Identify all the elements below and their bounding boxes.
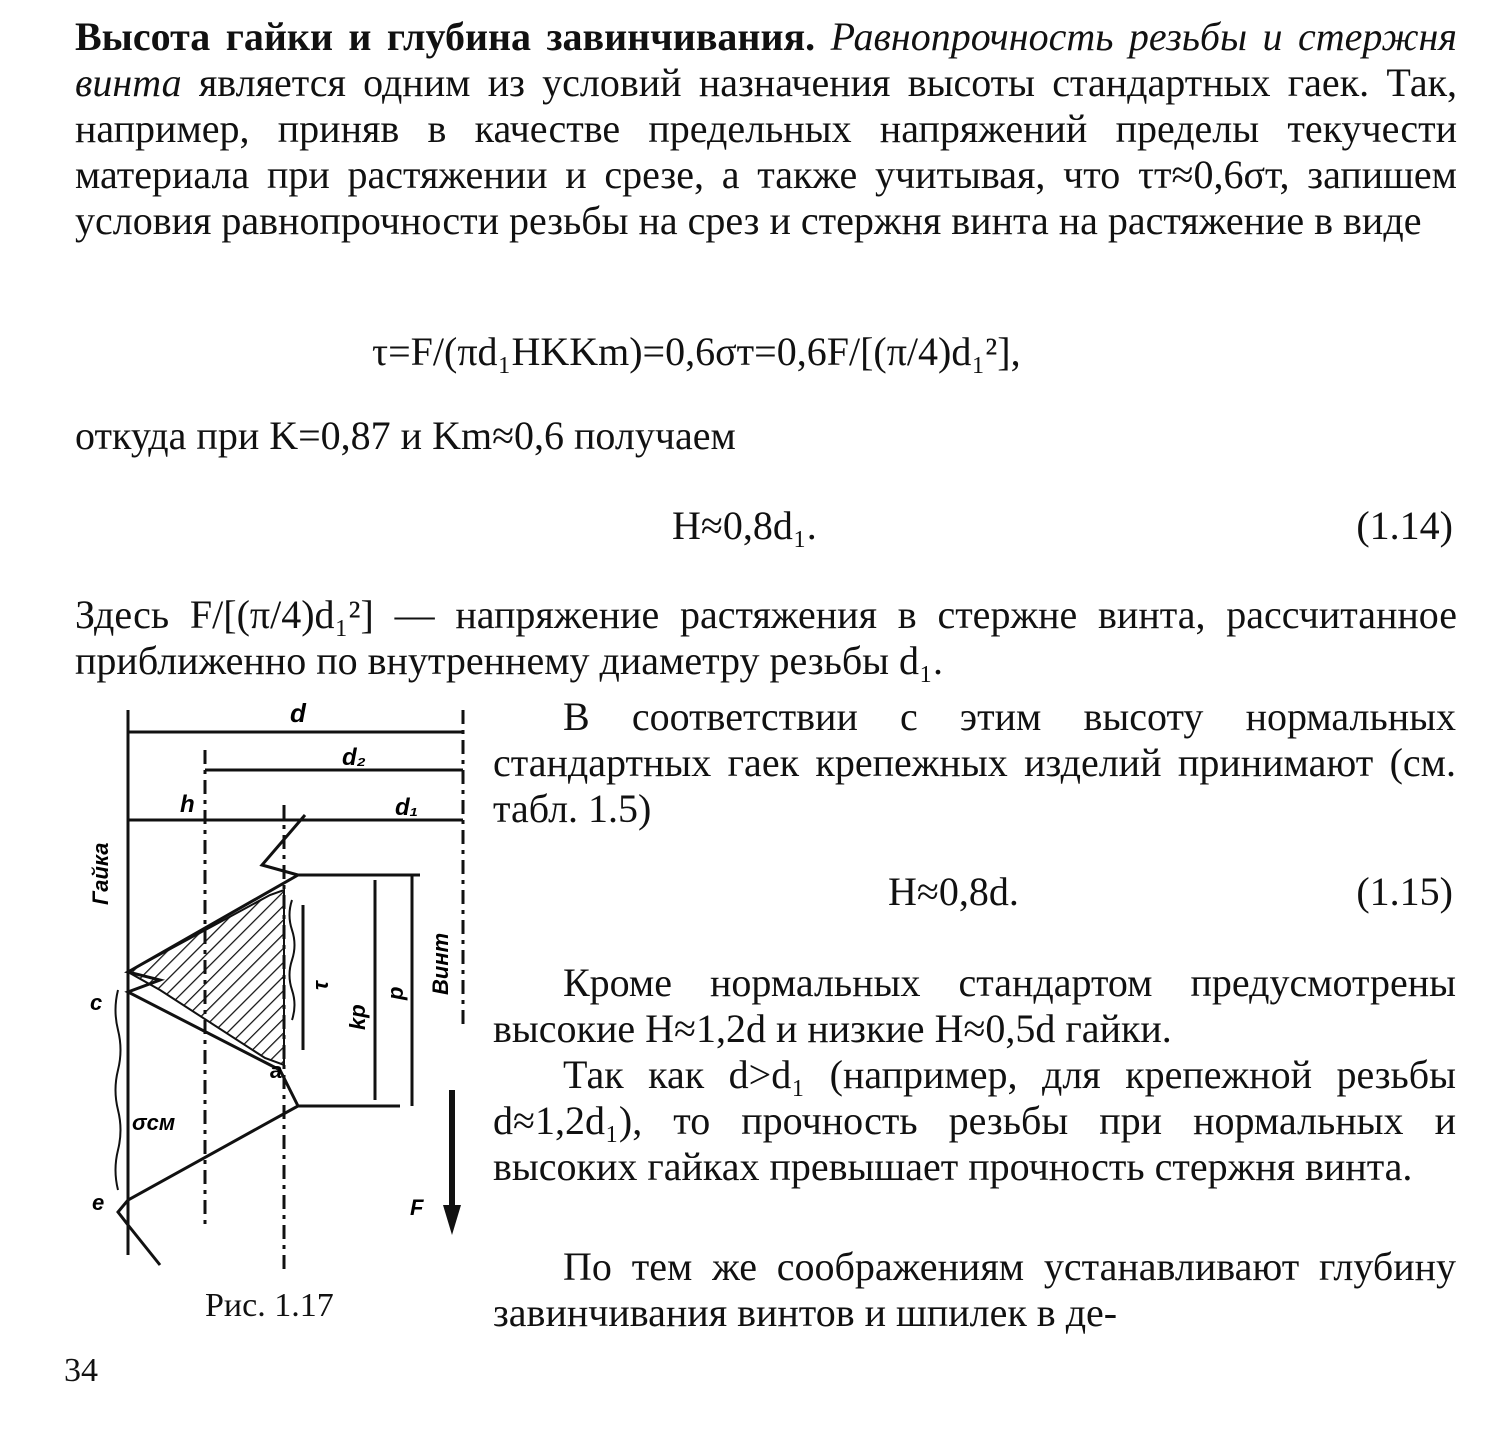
thread-diagram: [60, 690, 480, 1285]
label-kp: kp: [345, 1004, 370, 1030]
paragraph-accordance: В соответствии с этим высоту нормальных стандартных гаек крепежных изделий принимают (см. табл. 1.5): [493, 694, 1456, 831]
label-F: F: [410, 1195, 424, 1220]
label-a: a: [270, 1058, 283, 1083]
label-e: e: [92, 1190, 105, 1215]
label-c: c: [90, 990, 103, 1015]
paragraph-here: Здесь F/[(π/4)d₁²] — напряжение растяжения в стержне винта, рассчитанное приближенно по внутреннему диаметру резьбы d₁.: [75, 592, 1457, 683]
label-d2: d₂: [342, 744, 366, 771]
paragraph-height-of-nut: [75, 14, 1457, 244]
section-heading: Высота гайки и глубина завинчивания.: [75, 14, 816, 59]
label-d1: d₁: [395, 794, 419, 821]
label-screw: Винт: [428, 932, 453, 995]
paragraph-same-reasons: По тем же соображениям устанавливают глубину завинчивания винтов и шпилек в де-: [493, 1244, 1456, 1335]
formula-1-14: H≈0,8d₁.: [672, 503, 817, 548]
paragraph-besides: Кроме нормальных стандартом предусмотрены высокие H≈1,2d и низкие H≈0,5d гайки.: [493, 960, 1456, 1051]
equation-number-1-15: (1.15): [1356, 869, 1453, 914]
paragraph-text: является одним из условий назначения высоты стандартных гаек. Так, например, приняв в качестве предельных напряжений пределы текучести материала при растяжении и срезе, а также учитывая, что τт≈0,6σт, запишем условия равнопрочности резьбы на срез и стержня винта на растяжение в виде: [75, 60, 1458, 243]
label-d: d: [290, 698, 306, 728]
label-nut: Гайка: [88, 842, 113, 905]
paragraph-from-which: откуда при K=0,87 и Km≈0,6 получаем: [75, 413, 736, 458]
figure-caption: Рис. 1.17: [205, 1287, 334, 1324]
equation-number-1-14: (1.14): [1356, 503, 1453, 548]
page-number: 34: [64, 1352, 98, 1389]
paragraph-since: Так как d>d₁ (например, для крепежной резьбы d≈1,2d₁), то прочность резьбы при нормальных и высоких гайках превышает прочность стержня винта.: [493, 1052, 1456, 1189]
label-tau: τ: [308, 981, 333, 990]
label-sigma: σсм: [132, 1110, 176, 1135]
italic-term: Равнопрочность резьбы и стержня винта: [75, 14, 1457, 105]
formula-1-15: H≈0,8d.: [888, 869, 1019, 914]
label-h: h: [180, 791, 195, 818]
formula-equal-strength: τ=F/(πd₁HKKm)=0,6σт=0,6F/[(π/4)d₁²],: [372, 329, 1021, 374]
label-p: p: [383, 986, 408, 1000]
